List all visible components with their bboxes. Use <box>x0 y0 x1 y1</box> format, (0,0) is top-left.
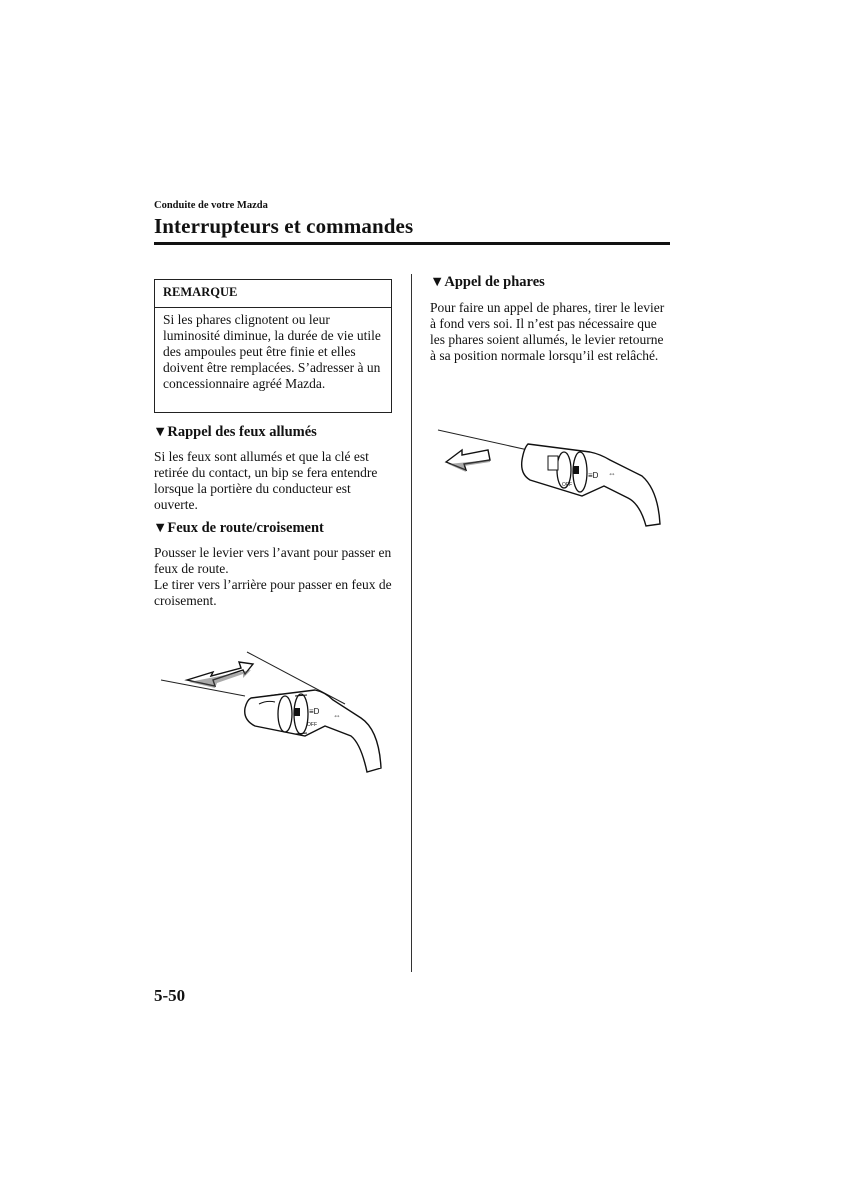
lever-pull-arrow-illustration <box>432 420 672 530</box>
page-title: Interrupteurs et commandes <box>154 214 414 238</box>
title-divider <box>154 242 670 245</box>
note-box <box>154 279 392 413</box>
svg-text:≡D: ≡D <box>588 471 599 480</box>
note-body: Si les phares clignotent ou leur luminosité diminue, la durée de vie utile des ampoules peut être finie et elles doivent être remplacées. S’adresser à un concessionnaire agréé Mazda. <box>163 312 381 391</box>
route-text-2: Le tirer vers l’arrière pour passer en feux de croisement. <box>154 577 392 608</box>
page-number: 5-50 <box>154 986 186 1005</box>
rappel-heading: ▼Rappel des feux allumés <box>153 424 317 440</box>
switch-off-label-2: OFF <box>562 482 572 488</box>
appel-heading: ▼Appel de phares <box>430 274 545 290</box>
route-text-1: Pousser le levier vers l’avant pour passer en feux de route. <box>154 545 392 576</box>
rappel-text: Si les feux sont allumés et que la clé est retirée du contact, un bip se fera entendre lorsque la portière du conducteur est ouverte. <box>154 449 378 512</box>
lever-double-arrow-illustration <box>155 640 395 780</box>
svg-text:≡D: ≡D <box>309 707 320 716</box>
route-heading: ▼Feux de route/croisement <box>153 520 324 536</box>
switch-off-label: OFF <box>307 722 317 728</box>
svg-text:⇔: ⇔ <box>608 469 616 478</box>
section-label: Conduite de votre Mazda <box>154 200 268 211</box>
column-divider <box>411 274 412 972</box>
note-heading: REMARQUE <box>155 280 391 308</box>
appel-text: Pour faire un appel de phares, tirer le levier à fond vers soi. Il n’est pas nécessaire que les phares soient allumés, le levier retourne à sa position normale lorsqu’il est relâché. <box>430 300 665 363</box>
svg-text:⇔: ⇔ <box>333 711 341 720</box>
